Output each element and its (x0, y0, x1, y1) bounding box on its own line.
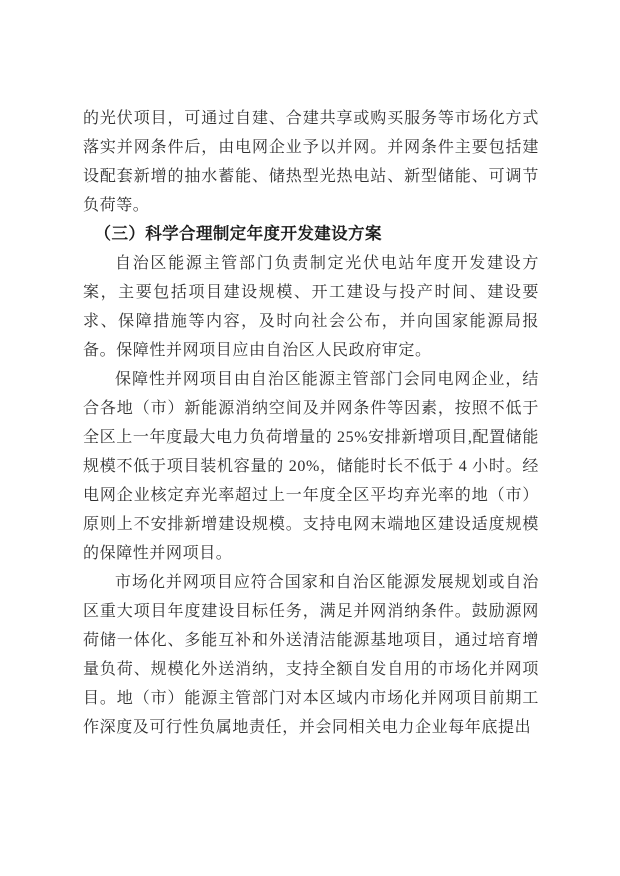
paragraph-market-grid-projects: 市场化并网项目应符合国家和自治区能源发展规划或自治区重大项目年度建设目标任务，满足并网消纳条件。鼓励源网荷储一体化、多能互补和外送清洁能源基地项目，通过培育增量负荷、规模化外送消纳，支持全额自发自用的市场化并网项目。地（市）能源主管部门对本区域内市场化并网项目前期工作深度及可行性负属地责任，并会同相关电力企业每年底提出 (83, 574, 539, 736)
document-text-block (83, 104, 539, 742)
paragraph-guaranteed-grid-projects: 保障性并网项目由自治区能源主管部门会同电网企业，结合各地（市）新能源消纳空间及并网条件等因素，按照不低于全区上一年度最大电力负荷增量的 25%安排新增项目,配置储能规模不低于项目装机容量的 20%，储能时长不低于 4 小时。经电网企业核定弃光率超过上一年度全区平均弃光率的地（市）原则上不安排新增建设规模。支持电网末端地区建设适度规模的保障性并网项目。 (83, 371, 539, 562)
section-heading: （三）科学合理制定年度开发建设方案 (94, 225, 382, 243)
paragraph-continuation: 的光伏项目，可通过自建、合建共享或购买服务等市场化方式落实并网条件后，由电网企业予以并网。并网条件主要包括建设配套新增的抽水蓄能、储热型光热电站、新型储能、可调节负荷等。 (83, 110, 539, 214)
paragraph-annual-plan: 自治区能源主管部门负责制定光伏电站年度开发建设方案，主要包括项目建设规模、开工建设与投产时间、建设要求、保障措施等内容，及时向社会公布，并向国家能源局报备。保障性并网项目应由自治区人民政府审定。 (83, 255, 539, 359)
